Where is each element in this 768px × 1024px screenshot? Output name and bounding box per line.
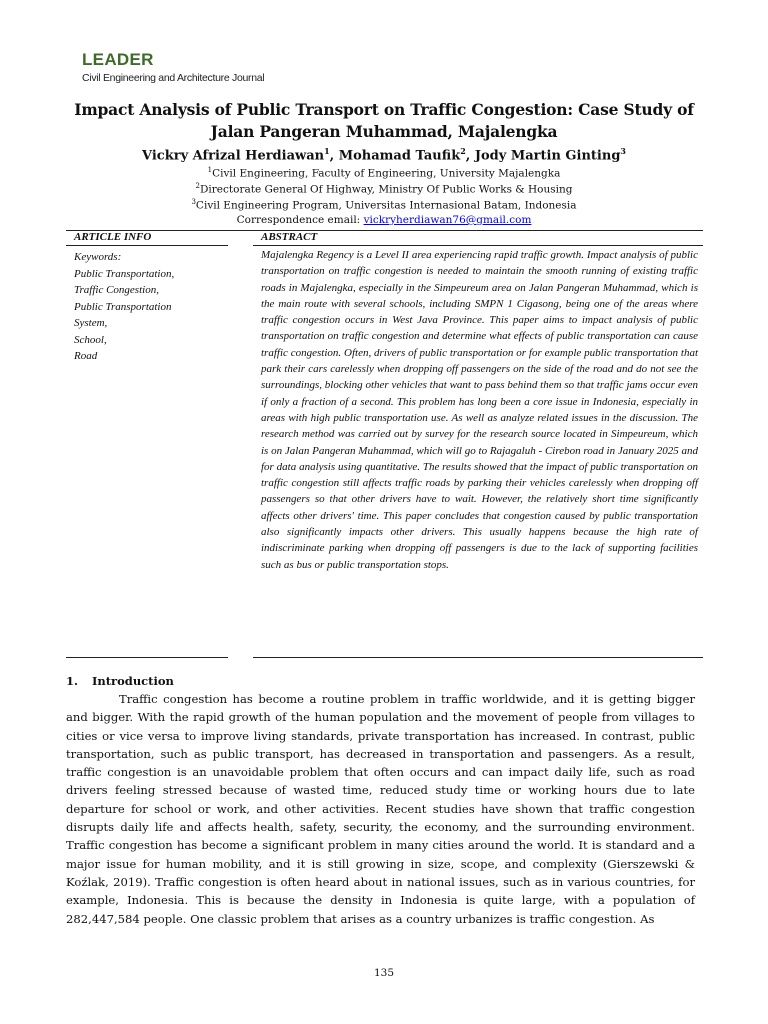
keywords-label: Keywords: xyxy=(74,251,122,263)
author-sup: 3 xyxy=(620,146,626,156)
author-name: Jody Martin Ginting xyxy=(474,148,621,164)
article-info-heading: ARTICLE INFO xyxy=(74,231,152,243)
keyword-item: Road xyxy=(74,350,98,362)
section-title: Introduction xyxy=(92,674,174,688)
affiliation xyxy=(60,166,708,180)
info-bottom-rule-left xyxy=(66,657,228,658)
affiliation xyxy=(60,198,708,212)
author-name: Mohamad Taufik xyxy=(338,148,461,164)
correspondence xyxy=(60,214,708,226)
info-header-rule-left xyxy=(66,245,228,246)
page-number: 135 xyxy=(373,967,395,979)
journal-logo: LEADER xyxy=(82,50,154,69)
affiliation-text: Civil Engineering, Faculty of Engineering, University Majalengka xyxy=(212,167,561,180)
keyword-item: Public Transportation, xyxy=(74,267,175,280)
affiliation-sup: 1 xyxy=(207,166,213,174)
keyword-item: Public Transportation xyxy=(74,300,172,313)
keyword-item: School, xyxy=(74,333,107,346)
affiliation-text: Directorate General Of Highway, Ministry Of Public Works & Housing xyxy=(200,183,573,196)
keyword-item: System, xyxy=(74,317,108,329)
affiliation-sup: 3 xyxy=(191,198,196,206)
abstract-text: Majalengka Regency is a Level II area experiencing rapid traffic growth. Impact analysis of public transportation on traffic congestion is needed to maintain the smooth running of existing traffic roads in Majalengka, especially in the Simpeureum area on Jalan Pangeran Muhammad, which is the main route with several schools, including SMPN 1 Cigasong, being one of the areas where traffic congestion occurs in West Java Province. This paper aims to impact analysis of public transportation on traffic congestion and determine what effects of public transportation can cause traffic congestion. Often, drivers of public transportation or for example public transportation that park their cars carelessly when dropping off passengers on the side of the road and do not see the surroundings, blocking other vehicles that want to pass behind them so that traffic jams occur even if only a fraction of a second. This problem has long been a core issue in Indonesia, especially in areas with high public transportation use. As well as analyze related issues in the discussion. The research method was carried out by survey for the research source located in Simpeureum, which is on Jalan Pangeran Muhammad, which will go to Rajagaluh - Cirebon road in January 2025 and for data analysis using quantitative. The results showed that the impact of public transportation on traffic congestion still affects traffic roads by parking their vehicles carelessly when dropping off passengers so that other drivers have to wait. However, the relatively short time significantly affects other drivers' time. This paper concludes that congestion caused by public transportation also significantly impacts other drivers. This usually happens because the high rate of indiscriminate parking when dropping off passengers is due to the lack of supporting facilities such as bus or public transportation stops. xyxy=(261,249,698,571)
journal-name: Civil Engineering and Architecture Journal xyxy=(82,72,265,84)
paper-title: Impact Analysis of Public Transport on Traffic Congestion: Case Study of Jalan Pangeran Muhammad, Majalengka xyxy=(74,100,694,141)
keywords-block xyxy=(74,249,174,365)
author-sup: 1 xyxy=(324,146,330,156)
info-top-rule xyxy=(66,230,703,231)
author-name: Vickry Afrizal Herdiawan xyxy=(142,148,325,164)
author-list: Vickry Afrizal Herdiawan$^1$, Mohamad Taufik$^2$, Jody Martin Ginting$^3$ xyxy=(142,146,626,164)
correspondence-label: Correspondence email: xyxy=(236,214,361,226)
affiliation-text: Civil Engineering Program, Universitas Internasional Batam, Indonesia xyxy=(195,199,577,212)
introduction-paragraph: Traffic congestion has become a routine problem in traffic worldwide, and it is getting bigger and bigger. With the rapid growth of the human population and the movement of people from villages to cities or vice versa to improve living standards, private transportation has increased. In contrast, public transportation, such as public transport, has decreased in transportation and passengers. As a result, traffic congestion is an unavoidable problem that often occurs and can impact daily life, such as road drivers feeling stressed because of wasted time, reduced study time or working hours due to late departure for school or work, and other activities. Recent studies have shown that traffic congestion disrupts daily life and affects health, safety, security, the economy, and the surrounding environment. Traffic congestion has become a significant problem in many cities around the world. It is standard and a major issue for human mobility, and it is still growing in size, scope, and complexity (Gierszewski & Koźlak, 2019). Traffic congestion is often heard about in national issues, such as in various countries, for example, Indonesia. This is because the density in Indonesia is quite large, with a population of 282,447,584 people. One classic problem that arises as a country urbanizes is traffic congestion. As xyxy=(66,692,695,926)
section-heading xyxy=(66,674,174,688)
info-bottom-rule-right xyxy=(253,657,703,658)
affiliation xyxy=(60,182,708,196)
author-sup: 2 xyxy=(460,146,466,156)
abstract-heading: ABSTRACT xyxy=(261,231,318,243)
correspondence-email-link[interactable]: vickryherdiawan76@gmail.com xyxy=(363,214,532,226)
info-header-rule-right xyxy=(253,245,703,246)
section-number: 1. xyxy=(66,674,79,688)
keyword-item: Traffic Congestion, xyxy=(74,284,159,296)
affiliation-sup: 2 xyxy=(195,182,201,190)
